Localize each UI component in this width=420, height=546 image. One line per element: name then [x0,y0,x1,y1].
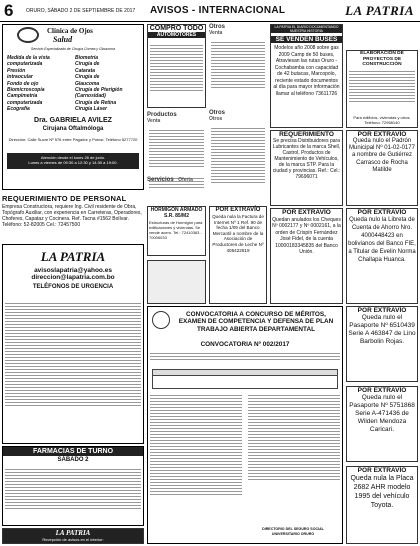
productos-venta-ad [147,112,206,210]
extravio-pasaporte-1 [346,306,418,382]
extravio-pasaporte-1-body: Queda nulo el Pasaporte Nº 6510439 Serie A 463847 de Lino Barbolin Rojas. [348,314,416,345]
la-patria-email: avisoslapatria@yahoo.es [34,267,112,274]
otros-otros-ad [209,110,267,206]
positions-table [152,369,338,389]
extravio-pasaporte-2-title: POR EXTRAVÍO [357,387,407,394]
buses-body: Modelos año 2008 sobre gas 2009 Camp de 50 buses, Atraviesan las rutas Oruro - Cochabamba con capacidad de 42 butacas, Marcopolo, reciente estado documentos al día para mayor información llamar al teléfono 73611726 [273,45,340,97]
extravio-factura [209,206,267,304]
extravio-pasaporte-2 [346,386,418,462]
hormigon-body: Estructuras de Hormigón para edificaciones y viviendas. Se vende acero. Tel.: 72410363 - 70006033 [149,220,203,240]
elaboracion-title: ELABORACIÓN DE PROYECTOS DE CONSTRUCCIÓN [360,51,404,68]
extravio-padron-body: Queda nulo el Padrón Municipal Nº 01-02-0177 a nombre de Gutiérrez Carrasco de Rocha Matilde [349,138,415,173]
extravio-libreta-body: Queda nulo la Libreta de Cuenta de Ahorro Nro. 4000448423 en bolivianos del Banco FIE, a Titular de Evelin Norma Challapa Huanca. [348,217,416,263]
otros-venta-title: Otros [209,24,226,30]
compro-todo-ad [147,24,206,108]
convocatoria-footer: DIRECTORIO DEL SEGURO SOCIAL UNIVERSITARIO ORURO [262,527,324,536]
phone-list [5,301,141,441]
la-patria-email2: direccion@lapatria.com.bo [31,274,115,281]
extravio-padron [346,130,418,206]
la-patria-box [2,244,144,444]
convocatoria-requirements-right [248,393,340,513]
pharmacies-day: SÁBADO 2 [57,457,89,463]
extravio-placa-title: POR EXTRAVÍO [357,467,407,474]
urgency-phones-title: TELÉFONOS DE URGENCIA [32,284,114,290]
service-item: Cirugía de Retina [75,99,117,106]
extravio-libreta [346,208,418,304]
otros-otros-sub: Otros [209,116,223,122]
service-item: Biomicroscopía [7,87,45,94]
compro-todo-subtitle: AUTOMOTORES [148,32,205,38]
productos-title: Productos [147,112,177,118]
service-item: Ecografía [7,106,30,113]
elaboracion-body: Para edificios, viviendas y otros. Teléfono: 72958140 [353,115,411,125]
clinic-brand: Salud [53,35,73,44]
service-item: Medida de la vista [7,55,50,61]
extravio-cheques-title: POR EXTRAVÍO [282,209,331,216]
footer-logo-text: Recepción de avisos en el interior: [42,537,104,542]
hormigon-title: HORMIGÓN ARMADO S.R. 85/M2 [150,207,203,219]
extravio-placa-body: Queda nula la Placa 2682 AHR modelo 1995 del vehículo Toyota. [350,475,414,509]
extravio-pasaporte-2-body: Queda nulo el Pasaporte Nº 5751868 Serie A-471436 de Wilden Mendoza Caricari. [349,394,415,433]
service-item: Cirugía de [75,74,100,81]
pharmacies-box [2,446,144,526]
service-item: (Carnosidad) [75,93,106,100]
convocatoria-number: CONVOCATORIA Nº 002/2017 [200,341,290,348]
service-item: Fondo de ojo [7,80,39,87]
clinic-hours [7,153,139,169]
service-item: Cirugía de [75,61,100,68]
buses-title: SE VENDEN BUSES [271,36,342,43]
compro-todo-title: COMPRO TODO [149,25,204,32]
servicios-title: Servicios [147,177,174,183]
job-ad-body: Empresa Constructora, requiere Ing. Civil residente de Obra, Topógrafo Auxiliar, con experiencia en Carreteras, Operadores, Choferes, Capataz y Cocinera. Ref. Tacna #1562 Bolívar. Teléfono: 52-82005 Cel.: 72457500 [2,204,142,228]
section-title: AVISOS - INTERNACIONAL [150,5,286,16]
extravio-placa [346,466,418,544]
doctor-specialty: Cirujana Oftalmóloga [42,126,104,132]
requerimiento-distribuidores [270,130,343,206]
clinic-name: Clínica de Ojos [47,27,93,35]
job-ad-title: REQUERIMIENTO DE PERSONAL [2,194,127,203]
hours-title: Atención desde el lunes 28 de junio. [40,155,106,160]
pharmacies-title: FARMACIAS DE TURNO [3,447,143,456]
otros-venta-sub: Venta [209,30,223,36]
convocatoria-title: CONVOCATORIA A CONCURSO DE MÉRITOS, EXAMEN DE COMPETENCIA Y DEFENSA DE PLAN TRABAJO ABIERTA DEPARTAMENTAL [178,311,334,333]
req2-body: Se precisa Distribuidores para Lubricantes de la marca Shell, Castrol, Productos de Mantenimiento de Vehículos, de la marca STP. Para la ciudad y provincias. Ref.: Cel.: 79696071 [272,138,341,180]
clinic-subtitle: Servicio Especializado de Cirugía Córnea y Glaucoma [30,47,116,51]
servicios-sub: Oferta [178,177,193,183]
service-item: computarizada [7,99,43,106]
se-venden-buses-ad [270,24,343,128]
service-item: Cirugía de Pterigión [75,87,123,94]
service-item: Biometría [75,55,99,61]
doctor-name: Dra. GABRIELA AVILEZ [34,117,112,124]
footer-logo: LA PATRIA [55,529,91,537]
service-item: computarizada [7,61,43,68]
clinic-address: Dirección: Calle Sucre Nº 576 entre Pagador y Potosí. Teléfono 5277720 [8,137,138,142]
eye-logo-icon [17,27,39,43]
extravio-cheques [270,208,343,304]
otros-otros-title: Otros [209,110,226,116]
extravio-factura-title: POR EXTRAVÍO [215,207,261,213]
productos-sub: Venta [147,118,161,124]
service-item: Glaucoma [75,80,100,87]
issue-date: ORURO, SÁBADO 2 DE SEPTIEMBRE DE 2017 [26,8,136,14]
extravio-cheques-body: Quedan anulados los Cheques Nº 0002177 y Nº 0002161, a la orden de Crispín Fernández José Fidel, de la cuenta 10000183345835 del Banco Unión. [272,217,341,256]
services-left [7,55,73,113]
service-item: intraocular [7,74,33,81]
buses-banner: LA PATRIA EL DIARIO DOCUMENTANDO NUESTRA HISTORIA [271,25,342,33]
elaboracion-ad [346,50,418,128]
extravio-libreta-title: POR EXTRAVÍO [357,209,407,216]
clinic-ad [2,24,144,190]
pharmacies-list [5,467,141,525]
hours-text: Lunes a viernes de 09:30 a 12:30 y 14:30 a 19:00. [28,160,118,165]
newspaper-logo: LA PATRIA [345,3,414,18]
otros-venta-ad [209,24,267,108]
convocatoria-ad [147,306,343,544]
extravio-pasaporte-1-title: POR EXTRAVÍO [357,307,407,314]
hormigon-ad [147,206,206,256]
extravio-factura-body: Queda nula la Factura de Internet Nº 1 Ref. 90 de fecha 1/09 del Banco Mercantil a nombre de la Asociación de Productores de Leche Nº 405422819 [212,214,264,253]
servicios-oferta-ad [147,168,206,183]
job-ad [2,194,144,242]
la-patria-logo: LA PATRIA [40,249,106,264]
page-header [0,0,420,22]
page-number: 6 [4,1,14,20]
services-right [75,55,143,113]
service-item: Campimetría [7,93,38,100]
extravio-padron-title: POR EXTRAVÍO [357,131,407,138]
service-item: Cirugía Láser [75,106,107,113]
service-item: Presión [7,67,26,74]
footer-logo-box [2,528,144,544]
convocatoria-requirements-left [150,393,242,533]
req2-title: REQUERIMIENTO [279,131,334,138]
seal-icon [152,311,170,329]
service-item: Catarata [75,67,96,74]
blank-placeholder-ad [147,260,206,304]
